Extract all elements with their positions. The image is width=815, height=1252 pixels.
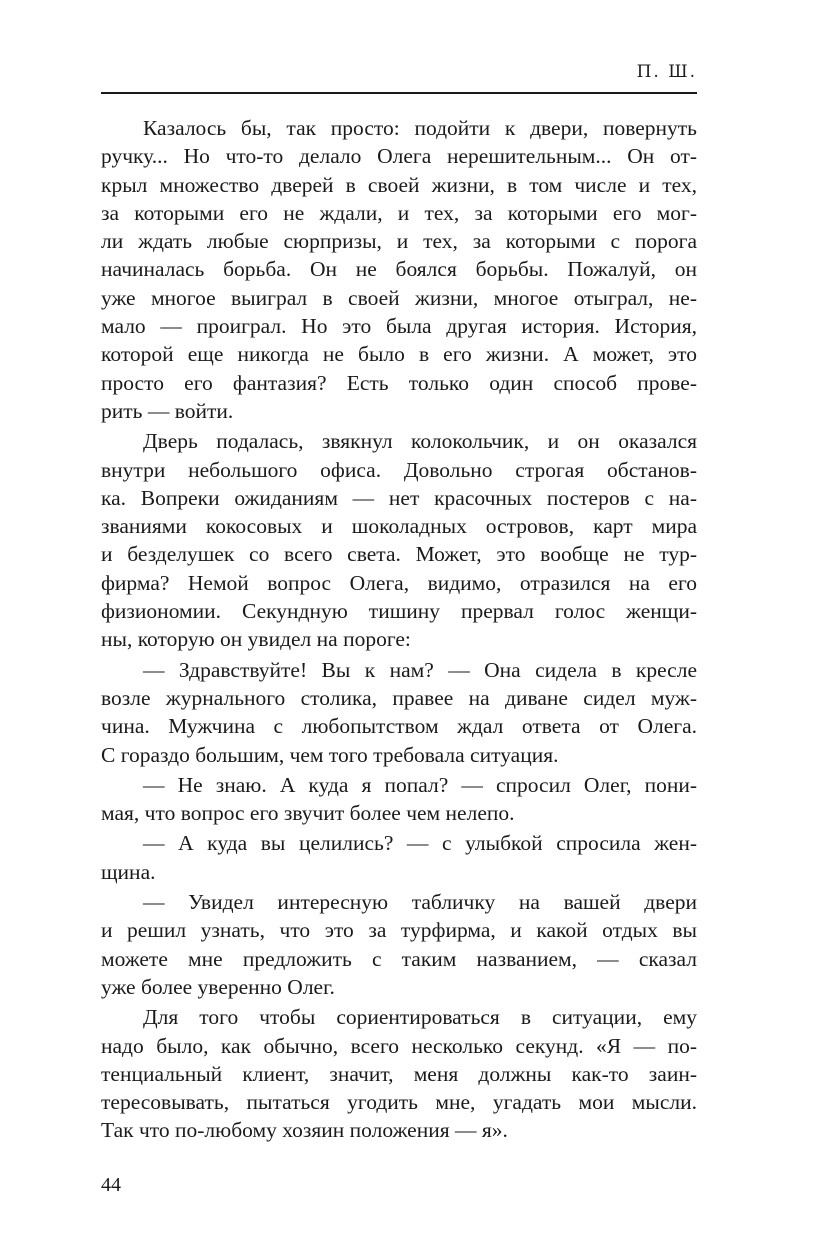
text-line: внутри небольшого офиса. Довольно строгая обстанов- [101, 457, 697, 482]
running-head: П. Ш. [636, 62, 697, 82]
text-line: — Здравствуйте! Вы к нам? — Она сидела в кресле [143, 657, 697, 682]
text-line: С гораздо большим, чем того требовала ситуация. [101, 742, 559, 767]
text-line: тенциальный клиент, значит, меня должны как-то заин- [101, 1061, 697, 1086]
text-line: щина. [101, 859, 156, 884]
text-line: и безделушек со всего света. Может, это вообще не тур- [101, 542, 697, 567]
text-line: — Не знаю. А куда я попал? — спросил Олег, пони- [143, 772, 697, 797]
text-line: и решил узнать, что это за турфирма, и какой отдых вы [101, 918, 697, 943]
body-text [101, 114, 697, 1147]
text-line: ны, которую он увидел на пороге: [101, 627, 411, 652]
page-number: 44 [101, 1174, 121, 1196]
text-line: — А куда вы целились? — с улыбкой спросила жен- [143, 831, 697, 856]
text-line: рить — войти. [101, 398, 234, 423]
text-line: Для того чтобы сориентироваться в ситуации, ему [143, 1005, 697, 1030]
text-line: за которыми его не ждали, и тех, за которыми его мог- [101, 200, 697, 225]
text-line: фирма? Немой вопрос Олега, видимо, отразился на его [101, 570, 697, 595]
text-line: начиналась борьба. Он не боялся борьбы. Пожалуй, он [101, 257, 697, 282]
text-line: физиономии. Секундную тишину прервал голос женщи- [101, 599, 697, 624]
header-rule [101, 92, 697, 94]
text-line: надо было, как обычно, всего несколько секунд. «Я — по- [101, 1033, 697, 1058]
text-line: которой еще никогда не было в его жизни. А может, это [101, 342, 697, 367]
paragraph [101, 427, 697, 653]
text-line: мало — проиграл. Но это была другая история. История, [101, 314, 697, 339]
text-line: крыл множество дверей в своей жизни, в том числе и тех, [101, 172, 697, 197]
text-line: — Увидел интересную табличку на вашей двери [143, 890, 697, 915]
text-line: можете мне предложить с таким названием, — сказал [101, 946, 697, 971]
text-line: возле журнального столика, правее на диване сидел муж- [101, 685, 697, 710]
text-line: Дверь подалась, звякнул колокольчик, и он оказался [143, 429, 697, 454]
text-line: мая, что вопрос его звучит более чем нелепо. [101, 801, 515, 826]
text-line: тересовывать, пытаться угодить мне, угадать мои мысли. [101, 1090, 697, 1115]
text-line: ли ждать любые сюрпризы, и тех, за которыми с порога [101, 229, 697, 254]
text-line: званиями кокосовых и шоколадных островов, карт мира [101, 514, 697, 539]
text-line: Казалось бы, так просто: подойти к двери, повернуть [143, 116, 697, 140]
text-line: уже многое выиграл в своей жизни, многое отыграл, не- [101, 285, 697, 310]
paragraph [101, 829, 697, 886]
text-line: чина. Мужчина с любопытством ждал ответа от Олега. [101, 714, 697, 739]
paragraph [101, 656, 697, 769]
text-line: Так что по-любому хозяин положения — я». [101, 1118, 508, 1143]
text-line: уже более уверенно Олег. [101, 974, 335, 999]
paragraph [101, 888, 697, 1001]
text-line: просто его фантазия? Есть только один способ прове- [101, 370, 697, 395]
text-line: ручку... Но что-то делало Олега нерешительным... Он от- [101, 144, 697, 169]
paragraph [101, 114, 697, 425]
text-line: ка. Вопреки ожиданиям — нет красочных постеров с на- [101, 485, 697, 510]
paragraph [101, 771, 697, 828]
paragraph [101, 1003, 697, 1144]
